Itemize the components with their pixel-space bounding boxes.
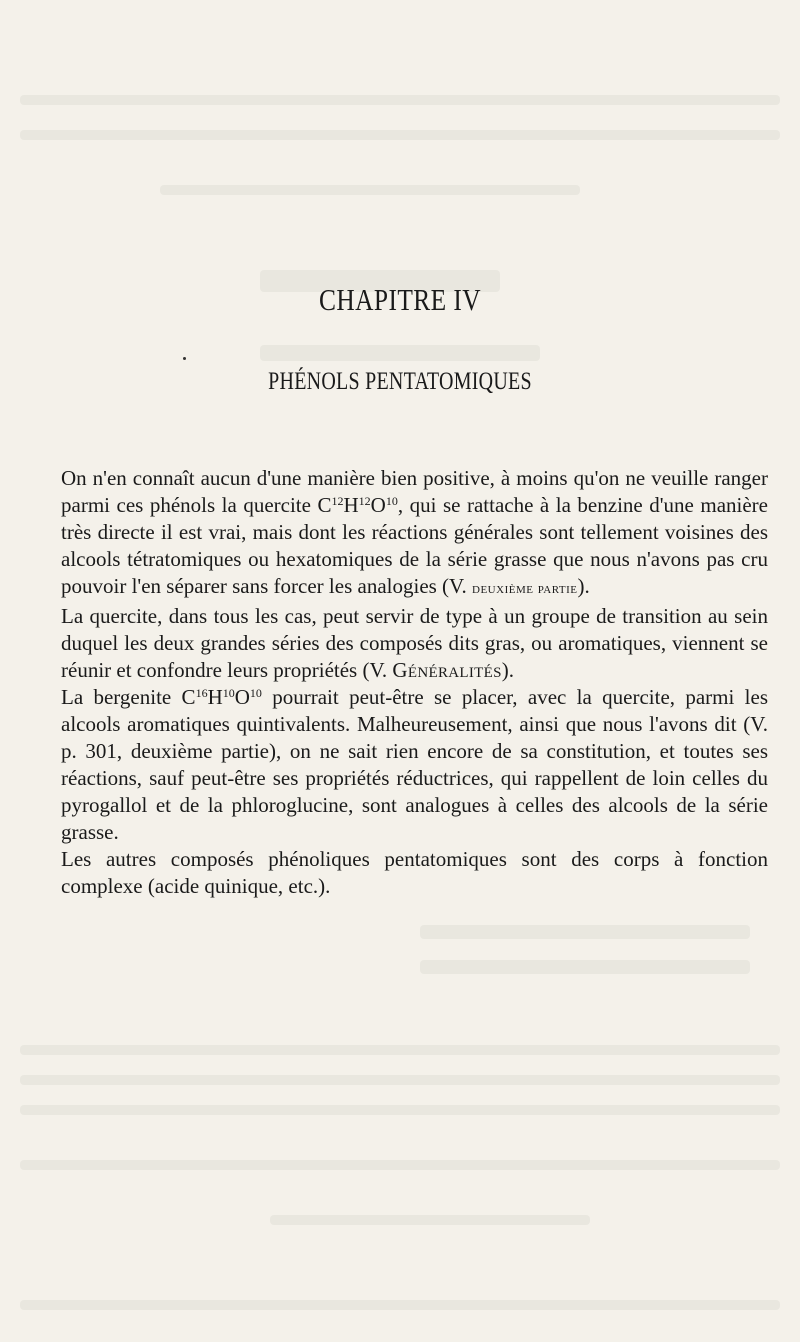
- text-run: ).: [577, 574, 590, 598]
- text-run: ).: [501, 658, 514, 682]
- text-run: pourrait peut-être se placer, avec la quercite, parmi les alcools aromatiques quintivalents. Malheureusement, ainsi que nous l'avons dit (V. p. 301, deuxième partie), on ne sait rien encore de sa constitution, et toutes ses réactions, sauf peut-être ses propriétés réductrices, qui rappellent de loin celles du pyrogallol et de la phloroglucine, sont analogues à celles des alcools de la série grasse.: [61, 685, 769, 844]
- paragraph-3: [61, 684, 768, 846]
- text-run: La bergenite C: [61, 685, 196, 709]
- bleed-through-texture: [20, 1045, 780, 1055]
- paragraph-1: [61, 465, 768, 603]
- bleed-through-texture: [420, 960, 750, 974]
- small-caps-reference: deuxième partie: [472, 581, 578, 597]
- superscript: 16: [195, 686, 208, 700]
- superscript: 10: [385, 494, 398, 508]
- text-run: On n'en connaît aucun d'une manière bien positive, à moins qu'on ne veuille ranger parmi ces phénols la quercite C: [61, 466, 768, 517]
- body-text: [61, 465, 768, 900]
- bleed-through-texture: [20, 1160, 780, 1170]
- bleed-through-texture: [260, 345, 540, 361]
- superscript: 12: [358, 494, 371, 508]
- bleed-through-texture: [270, 1215, 590, 1225]
- bleed-through-texture: [20, 1105, 780, 1115]
- superscript: 10: [249, 686, 262, 700]
- superscript: 12: [331, 494, 344, 508]
- text-run: H: [343, 493, 359, 517]
- paragraph-4: [61, 846, 768, 900]
- text-run: Les autres composés phénoliques pentatomiques sont des corps à fonction complexe (acide quinique, etc.).: [61, 847, 768, 898]
- text-run: O: [234, 685, 250, 709]
- text-run: H: [207, 685, 223, 709]
- bleed-through-texture: [420, 925, 750, 939]
- small-caps-reference: Généralités: [392, 658, 502, 682]
- text-run: O: [370, 493, 386, 517]
- bleed-through-texture: [20, 1300, 780, 1310]
- superscript: 10: [222, 686, 235, 700]
- ornament-dot: [183, 357, 186, 360]
- bleed-through-texture: [160, 185, 580, 195]
- bleed-through-texture: [20, 1075, 780, 1085]
- bleed-through-texture: [20, 95, 780, 105]
- text-run: La quercite, dans tous les cas, peut servir de type à un groupe de transition au sein duquel les deux grandes séries des composés dits gras, ou aromatiques, viennent se réunir et confondre leurs propriétés (V.: [61, 604, 768, 682]
- bleed-through-texture: [20, 130, 780, 140]
- text-run: , qui se rattache à la benzine d'une manière très directe il est vrai, mais dont les réactions générales sont tellement voisines des alcools tétratomiques ou hexatomiques de la série grasse que nous n'avons pas cru pouvoir l'en séparer sans forcer les analogies (V.: [61, 493, 768, 598]
- section-title: PHÉNOLS PENTATOMIQUES: [268, 368, 532, 395]
- paragraph-2: [61, 603, 768, 684]
- chapter-title: CHAPITRE IV: [319, 282, 481, 317]
